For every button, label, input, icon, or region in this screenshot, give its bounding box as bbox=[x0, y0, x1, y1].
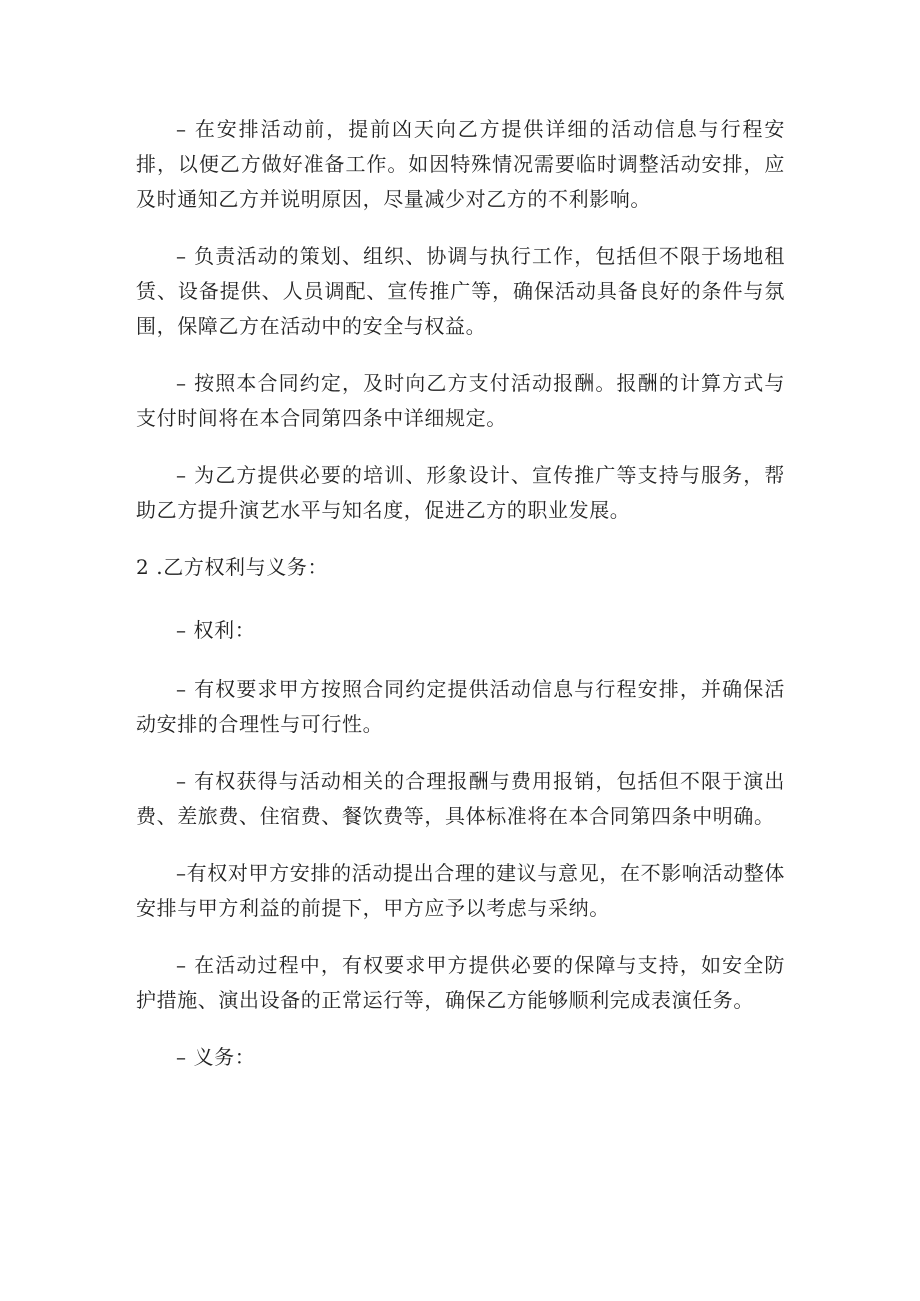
section-heading-party-b: 2 .乙方权利与义务： bbox=[136, 555, 329, 579]
paragraph-event-organization: – 负责活动的策划、组织、协调与执行工作，包括但不限于场地租赁、设备提供、人员调配、宣传推广等，确保活动具备良好的条件与氛围，保障乙方在活动中的安全与权益。 bbox=[136, 244, 785, 338]
subheading-rights: – 权利： bbox=[176, 618, 256, 642]
paragraph-payment: – 按照本合同约定，及时向乙方支付活动报酬。报酬的计算方式与支付时间将在本合同第四条中详细规定。 bbox=[136, 371, 785, 430]
paragraph-right-info: – 有权要求甲方按照合同约定提供活动信息与行程安排，并确保活动安排的合理性与可行性。 bbox=[136, 677, 785, 736]
paragraph-right-compensation: – 有权获得与活动相关的合理报酬与费用报销，包括但不限于演出费、差旅费、住宿费、餐饮费等，具体标准将在本合同第四条中明确。 bbox=[136, 769, 785, 828]
paragraph-support-services: – 为乙方提供必要的培训、形象设计、宣传推广等支持与服务，帮助乙方提升演艺水平与知名度，促进乙方的职业发展。 bbox=[136, 463, 785, 522]
paragraph-advance-notice: – 在安排活动前，提前凶天向乙方提供详细的活动信息与行程安排，以便乙方做好准备工作。如因特殊情况需要临时调整活动安排，应及时通知乙方并说明原因，尽量减少对乙方的不利影响。 bbox=[136, 117, 785, 211]
subheading-obligations: – 义务： bbox=[176, 1045, 256, 1069]
paragraph-right-safety: – 在活动过程中，有权要求甲方提供必要的保障与支持，如安全防护措施、演出设备的正常运行等，确保乙方能够顺利完成表演任务。 bbox=[136, 953, 785, 1012]
paragraph-right-suggestions: –有权对甲方安排的活动提出合理的建议与意见，在不影响活动整体安排与甲方利益的前提下，甲方应予以考虑与采纳。 bbox=[136, 861, 785, 920]
